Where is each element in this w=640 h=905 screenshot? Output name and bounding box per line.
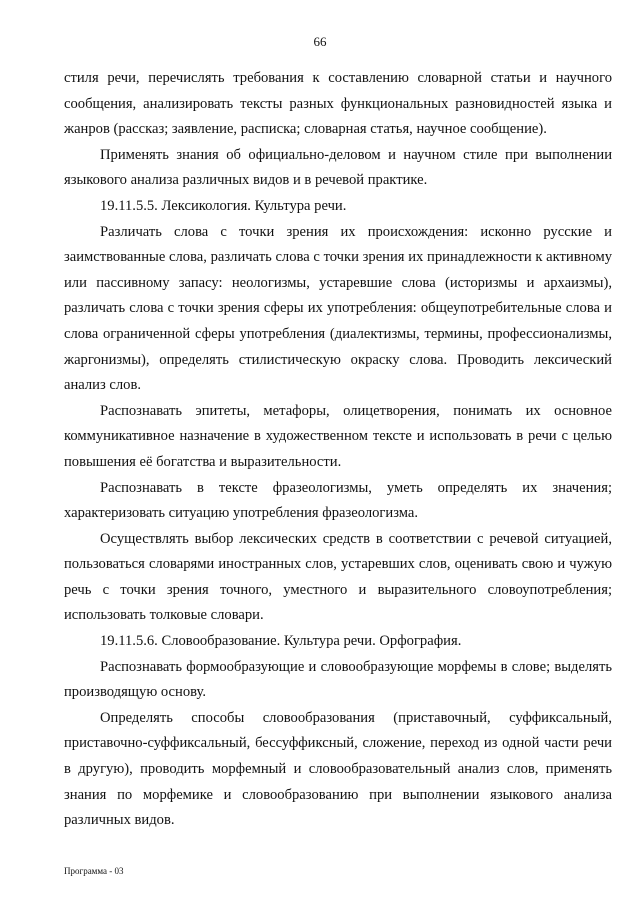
section-heading-word-formation: 19.11.5.6. Словообразование. Культура речи. Орфография.	[100, 633, 462, 650]
section-heading-lexicology: 19.11.5.5. Лексикология. Культура речи.	[100, 197, 347, 214]
paragraph-10: Определять способы словообразования (приставочный, суффиксальный, приставочно-суффиксальный, бессуффиксный, сложение, переход из одной части речи в другую), проводить морфемный и словообразовательный анализ слов, применять знания по морфемике и словообразованию при выполнении языкового анализа различных видов.	[64, 709, 612, 829]
page-number: 66	[313, 34, 327, 49]
body-text	[64, 66, 612, 834]
footer-label: Программа - 03	[64, 866, 124, 876]
paragraph-7: Осуществлять выбор лексических средств в соответствии с речевой ситуацией, пользоваться словарями иностранных слов, устаревших слов, оценивать свою и чужую речь с точки зрения точного, уместного и выразительного словоупотребления; использовать толковые словари.	[64, 530, 612, 624]
paragraph-2: Применять знания об официально-деловом и научном стиле при выполнении языкового анализа различных видов и в речевой практике.	[64, 146, 612, 189]
paragraph-9: Распознавать формообразующие и словообразующие морфемы в слове; выделять производящую основу.	[64, 658, 612, 701]
paragraph-1: стиля речи, перечислять требования к составлению словарной статьи и научного сообщения, анализировать тексты разных функциональных разновидностей языка и жанров (рассказ; заявление, расписка; словарная статья, научное сообщение).	[64, 70, 612, 138]
paragraph-4: Различать слова с точки зрения их происхождения: исконно русские и заимствованные слова, различать слова с точки зрения их принадлежности к активному или пассивному запасу: неологизмы, устаревшие слова (историзмы и архаизмы), различать слова с точки зрения сферы их употребления: общеупотребительные слова и слова ограниченной сферы употребления (диалектизмы, термины, профессионализмы, жаргонизмы), определять стилистическую окраску слова. Проводить лексический анализ слов.	[64, 223, 612, 394]
paragraph-6: Распознавать в тексте фразеологизмы, уметь определять их значения; характеризовать ситуацию употребления фразеологизма.	[64, 479, 612, 522]
paragraph-5: Распознавать эпитеты, метафоры, олицетворения, понимать их основное коммуникативное назначение в художественном тексте и использовать в речи с целью повышения её богатства и выразительности.	[64, 402, 612, 470]
